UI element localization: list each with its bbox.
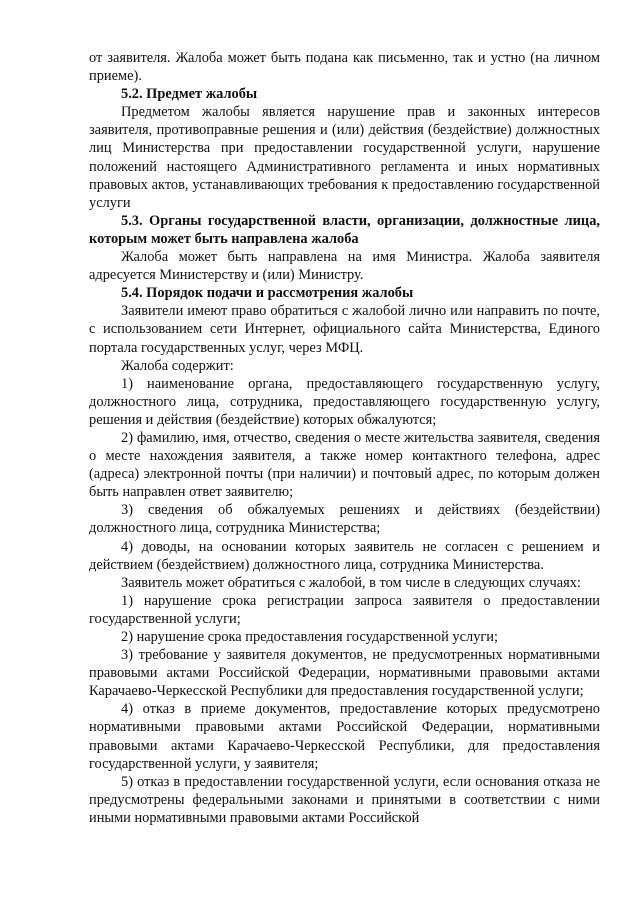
list-item: 4) доводы, на основании которых заявитель не согласен с решением и действием (бездействием) должностного лица, сотрудника Министерства.: [89, 538, 600, 573]
section-5-4-heading: 5.4. Порядок подачи и рассмотрения жалобы: [121, 285, 414, 302]
list-item: 1) нарушение срока регистрации запроса заявителя о предоставлении государственной услуги;: [89, 592, 600, 627]
list-item: 2) фамилию, имя, отчество, сведения о месте жительства заявителя, сведения о месте нахождения заявителя, а также номер контактного телефона, адрес (адреса) электронной почты (при наличии) и почтовый адрес, по которым должен быть направлен ответ заявителю;: [89, 429, 600, 501]
complaint-cases-label: Заявитель может обратиться с жалобой, в том числе в следующих случаях:: [121, 574, 581, 591]
section-5-3-heading: 5.3. Органы государственной власти, организации, должностные лица, которым может быть направлена жалоба: [89, 212, 600, 247]
section-5-2-text: Предметом жалобы является нарушение прав и законных интересов заявителя, противоправные решения и (или) действия (бездействие) должностных лиц Министерства при предоставлении государственной услуги, нарушение положений настоящего Административного регламента и иных нормативных правовых актов, устанавливающих требования к предоставлению государственной услуги: [89, 104, 600, 211]
intro-continuation: от заявителя. Жалоба может быть подана как письменно, так и устно (на личном приеме).: [89, 50, 600, 85]
section-5-4-text: Заявители имеют право обратиться с жалобой лично или направить по почте, с использованием сети Интернет, официального сайта Министерства, Единого портала государственных услуг, через МФЦ.: [89, 303, 600, 356]
list-item: 3) требование у заявителя документов, не предусмотренных нормативными правовыми актами Российской Федерации, нормативными правовыми актами Карачаево-Черкесской Республики для предоставления государственной услуги;: [89, 647, 600, 700]
list-item: 4) отказ в приеме документов, предоставление которых предусмотрено нормативными правовыми актами Российской Федерации, нормативными правовыми актами Карачаево-Черкесской Республики, для предоставления государственной услуги, у заявителя;: [89, 701, 600, 772]
complaint-contains-label: Жалоба содержит:: [121, 357, 234, 374]
list-item: 2) нарушение срока предоставления государственной услуги;: [121, 629, 498, 645]
section-5-3-text: Жалоба может быть направлена на имя Министра. Жалоба заявителя адресуется Министерству и (или) Министру.: [89, 249, 600, 284]
section-5-2-heading: 5.2. Предмет жалобы: [121, 86, 258, 103]
list-item: 3) сведения об обжалуемых решениях и действиях (бездействии) должностного лица, сотрудника Министерства;: [89, 502, 600, 537]
list-item: 5) отказ в предоставлении государственной услуги, если основания отказа не предусмотрены федеральными законами и принятыми в соответствии с ними иными нормативными правовыми актами Российской: [89, 773, 600, 826]
list-item: 1) наименование органа, предоставляющего государственную услугу, должностного лица, сотрудника, предоставляющего государственную услугу, решения и действия (бездействие) которых обжалуются;: [89, 375, 600, 428]
